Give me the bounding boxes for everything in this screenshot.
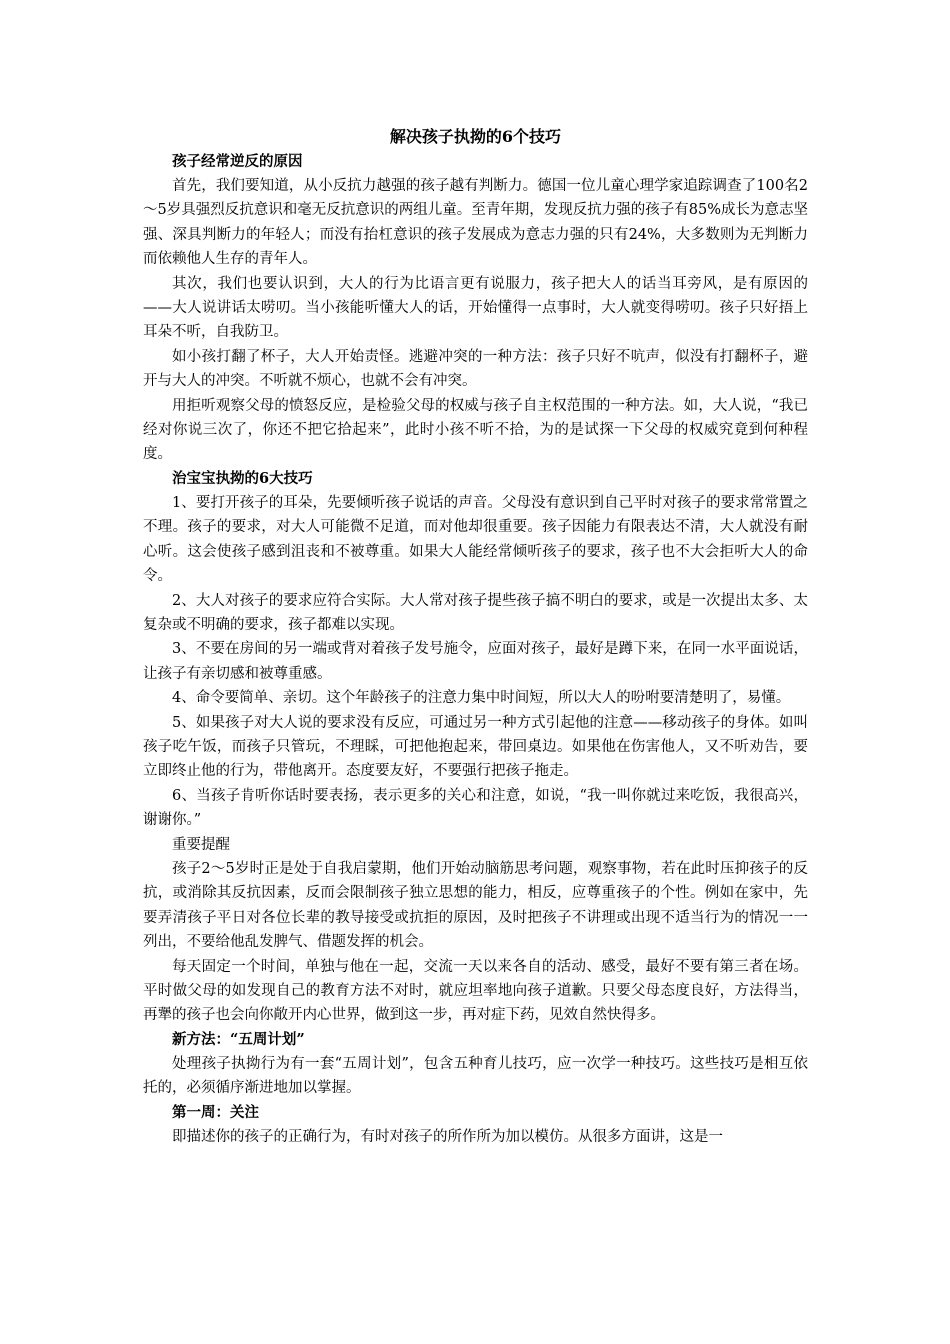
paragraph-actions: 其次，我们也要认识到，大人的行为比语言更有说服力，孩子把大人的话当耳旁风，是有原因的——大人说讲话太唠叨。当小孩能听懂大人的话，开始懂得一点事时，大人就变得唠叨。孩子只好捂上耳朵不听，自我防卫。 [143, 275, 808, 341]
section-heading-five-week: 新方法：“五周计划” [172, 1030, 305, 1048]
paragraph-five-week-intro: 处理孩子执拗行为有一套“五周计划”，包含五种育儿技巧，应一次学一种技巧。这些技巧是相互依托的，必须循序渐进地加以掌握。 [143, 1055, 808, 1097]
paragraph-judgment: 首先，我们要知道，从小反抗力越强的孩子越有判断力。德国一位儿童心理学家追踪调查了100名2～5岁具强烈反抗意识和毫无反抗意识的两组儿童。至青年期，发现反抗力强的孩子有85%成长为意志坚强、深具判断力的年轻人；而没有抬杠意识的孩子发展成为意志力强的只有24%，大多数则为无判断力而依赖他人生存的青年人。 [143, 178, 808, 268]
section-heading-tips: 治宝宝执拗的6大技巧 [172, 469, 313, 487]
paragraph-cup: 如小孩打翻了杯子，大人开始责怪。逃避冲突的一种方法：孩子只好不吭声，似没有打翻杯子，避开与大人的冲突。不听就不烦心，也就不会有冲突。 [143, 348, 808, 390]
paragraph-authority: 用拒听观察父母的愤怒反应，是检验父母的权威与孩子自主权范围的一种方法。如，大人说，“我已经对你说三次了，你还不把它拾起来”，此时小孩不听不拾，为的是试探一下父母的权威究竟到何种程度。 [143, 397, 808, 463]
paragraph-tip-1: 1、要打开孩子的耳朵，先要倾听孩子说话的声音。父母没有意识到自己平时对孩子的要求常常置之不理。孩子的要求，对大人可能微不足道，而对他却很重要。孩子因能力有限表达不清，大人就没有耐心听。这会使孩子感到沮丧和不被尊重。如果大人能经常倾听孩子的要求，孩子也不大会拒听大人的命令。 [143, 494, 808, 585]
document-body [143, 124, 808, 1149]
section-heading-week-one: 第一周：关注 [172, 1103, 259, 1121]
section-heading-reasons: 孩子经常逆反的原因 [172, 153, 303, 170]
paragraph-tip-2: 2、大人对孩子的要求应符合实际。大人常对孩子提些孩子搞不明白的要求，或是一次提出太多、太复杂或不明确的要求，孩子都难以实现。 [143, 592, 808, 633]
paragraph-tip-4: 4、命令要简单、亲切。这个年龄孩子的注意力集中时间短，所以大人的吩咐要清楚明了，易懂。 [172, 690, 791, 707]
paragraph-self-awareness: 孩子2～5岁时正是处于自我启蒙期，他们开始动脑筋思考问题，观察事物，若在此时压抑孩子的反抗，或消除其反抗因素，反而会限制孩子独立思想的能力，相反，应尊重孩子的个性。例如在家中，先要弄清孩子平日对各位长辈的教导接受或抗拒的原因，及时把孩子不讲理或出现不适当行为的情况一一列出，不要给他乱发脾气、借题发挥的机会。 [143, 860, 808, 951]
paragraph-reminder-label: 重要提醒 [172, 836, 230, 853]
paragraph-tip-5: 5、如果孩子对大人说的要求没有反应，可通过另一种方式引起他的注意——移动孩子的身体。如叫孩子吃午饭，而孩子只管玩，不理睬，可把他抱起来，带回桌边。如果他在伤害他人，又不听劝告，要立即终止他的行为，带他离开。态度要友好，不要强行把孩子拖走。 [143, 714, 808, 780]
document-title: 解决孩子执拗的6个技巧 [389, 127, 562, 146]
paragraph-week-one: 即描述你的孩子的正确行为，有时对孩子的所作所为加以模仿。从很多方面讲，这是一 [172, 1128, 723, 1145]
paragraph-tip-3: 3、不要在房间的另一端或背对着孩子发号施令，应面对孩子，最好是蹲下来，在同一水平面说话，让孩子有亲切感和被尊重感。 [143, 641, 808, 682]
paragraph-daily-time: 每天固定一个时间，单独与他在一起，交流一天以来各自的活动、感受，最好不要有第三者在场。平时做父母的如发现自己的教育方法不对时，就应坦率地向孩子道歉。只要父母态度良好，方法得当，再犟的孩子也会向你敞开内心世界，做到这一步，再对症下药，见效自然快得多。 [143, 958, 808, 1024]
paragraph-tip-6: 6、当孩子肯听你话时要表扬，表示更多的关心和注意，如说，“我一叫你就过来吃饭，我很高兴，谢谢你。” [143, 787, 808, 829]
